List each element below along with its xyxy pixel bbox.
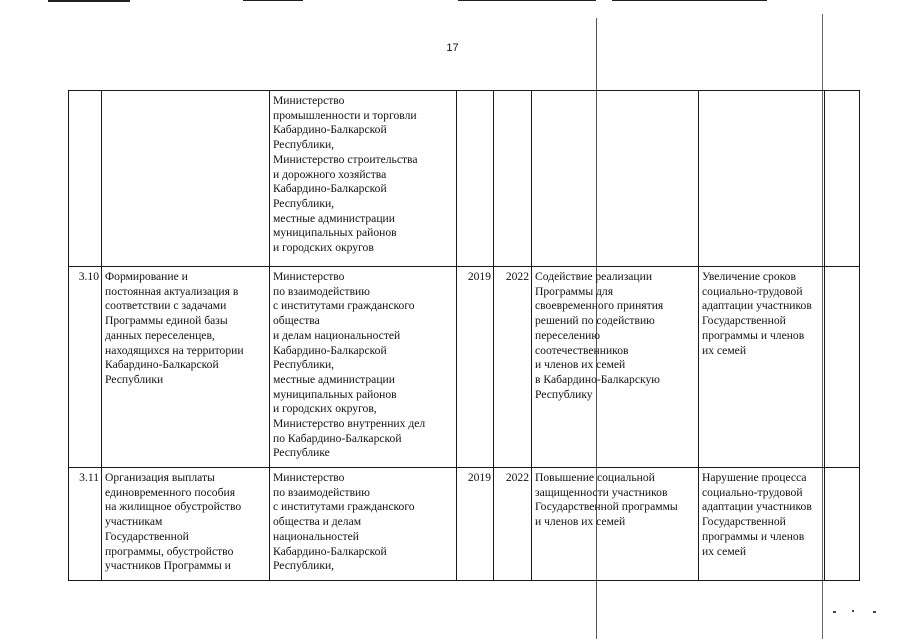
scan-artifact: [458, 0, 596, 1]
scan-artifact: [48, 0, 130, 2]
consequences-cell: Увеличение сроков социально-трудовой адаптации участников Государственной программы и членов их семей: [699, 267, 825, 468]
start-year-cell: [457, 91, 494, 267]
row-number: 3.11: [69, 468, 102, 581]
action-cell: Формирование и постоянная актуализация в соответствии с задачами Программы единой базы данных переселенцев, находящихся на территории Кабардино-Балкарской Республики: [102, 267, 270, 468]
end-year-cell: 2022: [494, 468, 532, 581]
executors-cell: Министерство по взаимодействию с институтами гражданского общества и делам национальностей Кабардино-Балкарской Республики,: [270, 468, 457, 581]
consequences-cell: [699, 91, 825, 267]
row-number: 3.10: [69, 267, 102, 468]
executors-cell: Министерство промышленности и торговли Кабардино-Балкарской Республики, Министерство строительства и дорожного хозяйства Кабардино-Балкарской Республики, местные администрации муниципальных районов и городских округов: [270, 91, 457, 267]
link-cell: [825, 267, 860, 468]
consequences-cell: Нарушение процесса социально-трудовой адаптации участников Государственной программы и членов их семей: [699, 468, 825, 581]
scan-speck: [873, 611, 876, 613]
end-year-cell: 2022: [494, 267, 532, 468]
result-cell: Повышение социальной защищенности участников Государственной программы и членов их семей: [532, 468, 699, 581]
page-number: 17: [446, 42, 459, 54]
link-cell: [825, 91, 860, 267]
action-cell: [102, 91, 270, 267]
scan-speck: [852, 610, 854, 612]
table-row: [69, 91, 860, 267]
end-year-cell: [494, 91, 532, 267]
scan-speck: [833, 611, 836, 613]
executors-cell: Министерство по взаимодействию с институтами гражданского общества и делам национальностей Кабардино-Балкарской Республики, местные администрации муниципальных районов и городских округов, Министерство внутренних дел по Кабардино-Балкарской Республике: [270, 267, 457, 468]
table-row: [69, 468, 860, 581]
link-cell: [825, 468, 860, 581]
table-row: [69, 267, 860, 468]
action-cell: Организация выплаты единовременного пособия на жилищное обустройство участникам Государственной программы, обустройство участников Программы и: [102, 468, 270, 581]
row-number: [69, 91, 102, 267]
program-table: [68, 90, 860, 581]
scan-artifact: [612, 0, 767, 1]
scan-artifact: [243, 0, 303, 1]
result-cell: [532, 91, 699, 267]
start-year-cell: 2019: [457, 468, 494, 581]
result-cell: Содействие реализации Программы для своевременного принятия решений по содействию переселению соотечественников и членов их семей в Кабардино-Балкарскую Республику: [532, 267, 699, 468]
start-year-cell: 2019: [457, 267, 494, 468]
